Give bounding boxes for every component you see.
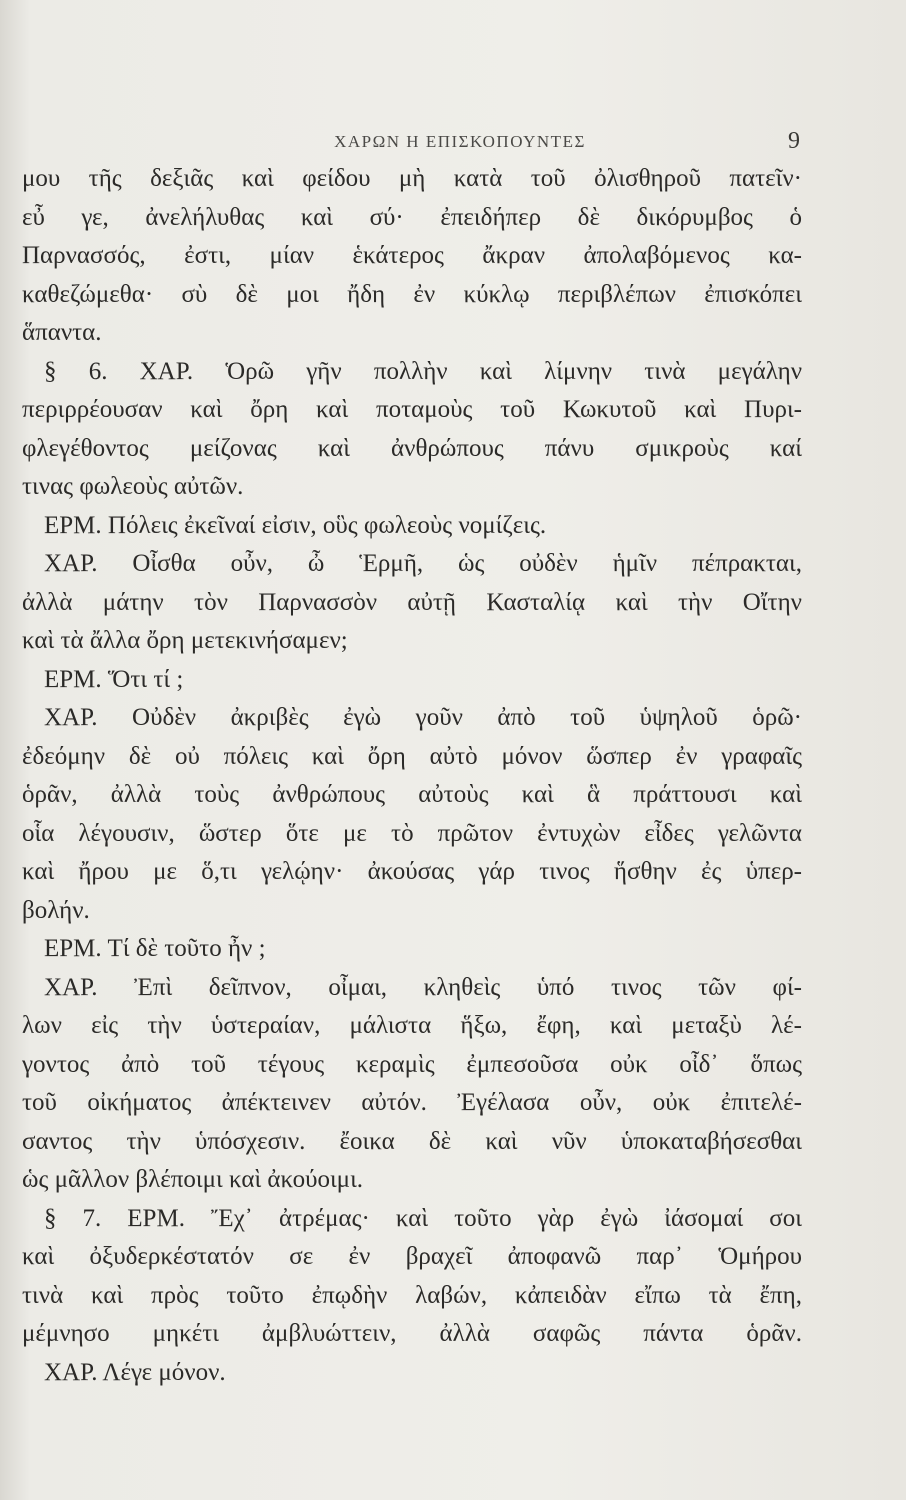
text-line: ὁρᾶν, ἀλλὰ τοὺς ἀνθρώπους αὐτοὺς καὶ ἃ πράττουσι καὶ [22,781,802,808]
text-line: καὶ ἤρου με ὅ,τι γελῴην· ἀκούσας γάρ τινος ἥσθην ἐς ὑπερ- [22,858,802,885]
text-line: περιρρέουσαν καὶ ὄρη καὶ ποταμοὺς τοῦ Κωκυτοῦ καὶ Πυρι- [22,396,802,423]
text-line: ἐδεόμην δὲ οὐ πόλεις καὶ ὄρη αὐτὸ μόνον ὥσπερ ἐν γραφαῖς [22,742,802,770]
text-line: ἀλλὰ μάτην τὸν Παρνασσὸν αὐτῇ Κασταλίᾳ καὶ τὴν Οἴτην [22,588,802,616]
text-line: § 7. ΕΡΜ. Ἔχ᾽ ἀτρέμας· καὶ τοῦτο γὰρ ἐγὼ ἰάσομαί σοι [44,1204,802,1232]
page-number: 9 [788,128,800,154]
text-line: Παρνασσός, ἐστι, μίαν ἑκάτερος ἄκραν ἀπολαβόμενος κα- [22,242,802,269]
text-line: ΧΑΡ. Οἶσθα οὖν, ὦ Ἑρμῆ, ὡς οὐδὲν ἡμῖν πέπρακται, [44,550,802,577]
text-line: τοῦ οἰκήματος ἀπέκτεινεν αὐτόν. Ἐγέλασα οὖν, οὐκ ἐπιτελέ- [22,1089,802,1116]
text-line: καὶ ὀξυδερκέστατόν σε ἐν βραχεῖ ἀποφανῶ παρ᾽ Ὁμήρου [22,1243,802,1270]
text-line: φλεγέθοντος μείζονας καὶ ἀνθρώπους πάνυ σμικροὺς καί [22,434,802,462]
text-line: λων εἰς τὴν ὑστεραίαν, μάλιστα ἥξω, ἔφη, καὶ μεταξὺ λέ- [22,1012,802,1039]
text-line: τινας φωλεοὺς αὐτῶν. [22,473,244,500]
text-line: ΧΑΡ. Λέγε μόνον. [44,1358,226,1386]
text-line: καὶ τὰ ἄλλα ὄρη μετεκινήσαμεν; [22,627,348,654]
text-line: § 6. ΧΑΡ. Ὁρῶ γῆν πολλὴν καὶ λίμνην τινὰ μεγάλην [44,357,802,385]
text-line: ἅπαντα. [22,319,102,346]
text-line: γοντος ἀπὸ τοῦ τέγους κεραμὶς ἐμπεσοῦσα οὐκ οἶδ᾽ ὅπως [22,1050,802,1078]
text-line: οἷα λέγουσιν, ὥστερ ὅτε με τὸ πρῶτον ἐντυχὼν εἶδες γελῶντα [22,819,802,847]
text-line: τινὰ καὶ πρὸς τοῦτο ἐπῳδὴν λαβών, κἀπειδὰν εἴπω τὰ ἔπη, [22,1281,802,1309]
text-line: σαντος τὴν ὑπόσχεσιν. ἔοικα δὲ καὶ νῦν ὑποκαταβήσεσθαι [22,1127,802,1155]
text-line: βολήν. [22,896,90,924]
text-line: ΧΑΡ. Ἐπὶ δεῖπνον, οἶμαι, κληθεὶς ὑπό τινος τῶν φί- [44,973,802,1001]
text-line: ΧΑΡ. Οὐδὲν ἀκριβὲς ἐγὼ γοῦν ἀπὸ τοῦ ὑψηλοῦ ὁρῶ· [44,704,802,731]
text-line: εὖ γε, ἀνελήλυθας καὶ σύ· ἐπειδήπερ δὲ δικόρυμβος ὁ [22,203,802,231]
text-line: ὡς μᾶλλον βλέποιμι καὶ ἀκούοιμι. [22,1166,364,1193]
text-line: ΕΡΜ. Πόλεις ἐκεῖναί εἰσιν, οὓς φωλεοὺς νομίζεις. [44,511,547,539]
page-header [120,128,800,164]
body-text [22,160,802,1392]
running-title: ΧΑΡΩΝ Η ΕΠΙΣΚΟΠΟΥΝΤΕΣ [334,132,586,151]
text-line: καθεζώμεθα· σὺ δὲ μοι ἤδη ἐν κύκλῳ περιβλέπων ἐπισκόπει [22,280,802,308]
text-line: μέμνησο μηκέτι ἀμβλυώττειν, ἀλλὰ σαφῶς πάντα ὁρᾶν. [22,1320,802,1347]
text-line: μου τῆς δεξιᾶς καὶ φείδου μὴ κατὰ τοῦ ὀλισθηροῦ πατεῖν· [22,165,802,192]
text-line: ΕΡΜ. Ὅτι τί ; [44,665,184,693]
text-line: ΕΡΜ. Τί δὲ τοῦτο ἦν ; [44,935,266,962]
